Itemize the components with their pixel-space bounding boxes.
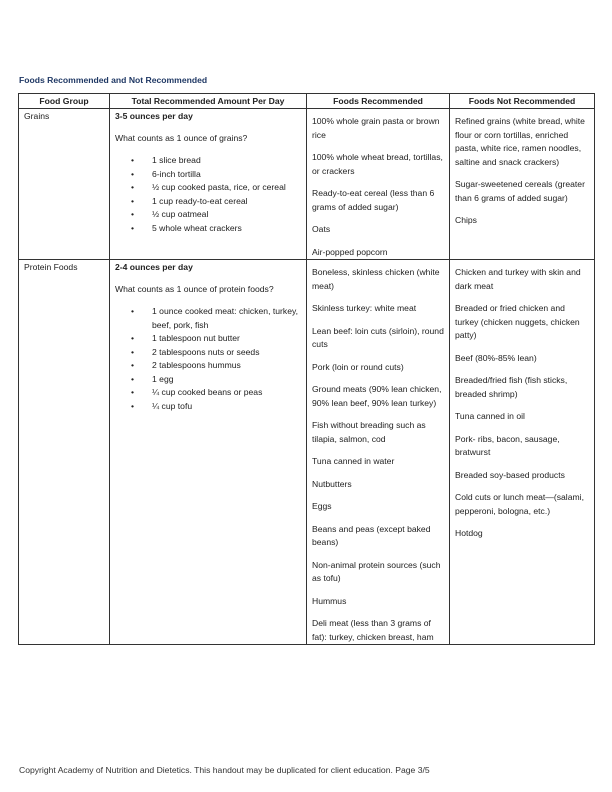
- amount-question: What counts as 1 ounce of grains?: [115, 132, 248, 143]
- amount-cell: [110, 109, 307, 260]
- not-recommended-item: Hotdog: [455, 528, 483, 538]
- col-header-not-recommended: Foods Not Recommended: [450, 94, 595, 109]
- recommended-item: Pork (loin or round cuts): [312, 361, 404, 372]
- recommended-item: 100% whole wheat bread, tortillas, or crackers: [312, 152, 443, 176]
- not-recommended-cell: [450, 109, 595, 260]
- recommended-item: Air-popped popcorn: [312, 246, 388, 257]
- recommended-item: Beans and peas (except baked beans): [312, 523, 431, 547]
- recommended-item: Fish without breading such as tilapia, salmon, cod: [312, 420, 426, 444]
- serving-list-item: • 1 slice bread: [142, 154, 302, 168]
- col-header-amount: Total Recommended Amount Per Day: [110, 94, 307, 109]
- not-recommended-item: Beef (80%-85% lean): [455, 352, 537, 363]
- not-recommended-item: Pork- ribs, bacon, sausage, bratwurst: [455, 433, 560, 457]
- serving-list-item: • 1 cup ready-to-eat cereal: [142, 195, 302, 209]
- serving-list-item: • 1 egg: [142, 373, 302, 387]
- table-row: [19, 260, 595, 645]
- table-row: [19, 109, 595, 260]
- recommended-cell: [307, 109, 450, 260]
- recommended-item: 100% whole grain pasta or brown rice: [312, 116, 440, 140]
- not-recommended-item: Refined grains (white bread, white flour or corn tortillas, enriched pasta, white rice, ramen noodles, saltine and snack crackers): [455, 116, 585, 167]
- not-recommended-cell: [450, 260, 595, 645]
- amount-title: 3-5 ounces per day: [115, 111, 193, 121]
- not-recommended-item: Chips: [455, 215, 477, 225]
- not-recommended-item: Breaded/fried fish (fish sticks, breaded shrimp): [455, 375, 568, 399]
- recommended-item: Boneless, skinless chicken (white meat): [312, 267, 440, 291]
- serving-list-item: • ¼ cup tofu: [142, 400, 302, 414]
- recommended-item: Oats: [312, 224, 331, 234]
- col-header-food-group: Food Group: [19, 94, 110, 109]
- recommended-item: Deli meat (less than 3 grams of fat): turkey, chicken breast, ham: [312, 618, 434, 642]
- not-recommended-item: Tuna canned in oil: [455, 411, 525, 421]
- recommended-item: Ground meats (90% lean chicken, 90% lean beef, 90% lean turkey): [312, 384, 442, 408]
- footer-copyright: Copyright Academy of Nutrition and Dietetics. This handout may be duplicated for client education. Page 3/5: [19, 765, 430, 775]
- recommended-item: Nutbutters: [312, 478, 352, 489]
- serving-list-item: • 6-inch tortilla: [142, 168, 302, 182]
- amount-question: What counts as 1 ounce of protein foods?: [115, 283, 274, 294]
- col-header-recommended: Foods Recommended: [307, 94, 450, 109]
- recommended-item: Non-animal protein sources (such as tofu): [312, 559, 441, 583]
- serving-list-item: • 5 whole wheat crackers: [142, 222, 302, 236]
- recommended-cell: [307, 260, 450, 645]
- recommended-item: Skinless turkey: white meat: [312, 303, 417, 313]
- serving-list-item: • ½ cup cooked pasta, rice, or cereal: [142, 181, 302, 195]
- food-group-cell: Protein Foods: [19, 260, 110, 645]
- food-group-cell: Grains: [19, 109, 110, 260]
- serving-list: [115, 305, 302, 413]
- not-recommended-item: Chicken and turkey with skin and dark meat: [455, 267, 581, 291]
- serving-list-item: • ¼ cup cooked beans or peas: [142, 386, 302, 400]
- serving-list-item: • 2 tablespoons nuts or seeds: [142, 346, 302, 360]
- not-recommended-item: Breaded or fried chicken and turkey (chicken nuggets, chicken patty): [455, 303, 580, 340]
- recommended-item: Eggs: [312, 501, 332, 511]
- not-recommended-item: Sugar-sweetened cereals (greater than 6 grams of added sugar): [455, 179, 585, 203]
- recommended-item: Lean beef: loin cuts (sirloin), round cuts: [312, 325, 444, 349]
- section-heading: Foods Recommended and Not Recommended: [19, 75, 208, 85]
- serving-list-item: • 2 tablespoons hummus: [142, 359, 302, 373]
- serving-list: [115, 154, 302, 235]
- serving-list-item: • 1 ounce cooked meat: chicken, turkey, beef, pork, fish: [142, 305, 302, 332]
- foods-table: [18, 93, 595, 645]
- not-recommended-item: Breaded soy-based products: [455, 469, 565, 480]
- recommended-item: Tuna canned in water: [312, 456, 395, 466]
- recommended-item: Hummus: [312, 595, 347, 606]
- amount-cell: [110, 260, 307, 645]
- amount-title: 2-4 ounces per day: [115, 262, 193, 272]
- not-recommended-item: Cold cuts or lunch meat—(salami, pepperoni, bologna, etc.): [455, 492, 584, 516]
- serving-list-item: • 1 tablespoon nut butter: [142, 332, 302, 346]
- recommended-item: Ready-to-eat cereal (less than 6 grams of added sugar): [312, 188, 435, 212]
- table-header-row: [19, 94, 595, 109]
- serving-list-item: • ½ cup oatmeal: [142, 208, 302, 222]
